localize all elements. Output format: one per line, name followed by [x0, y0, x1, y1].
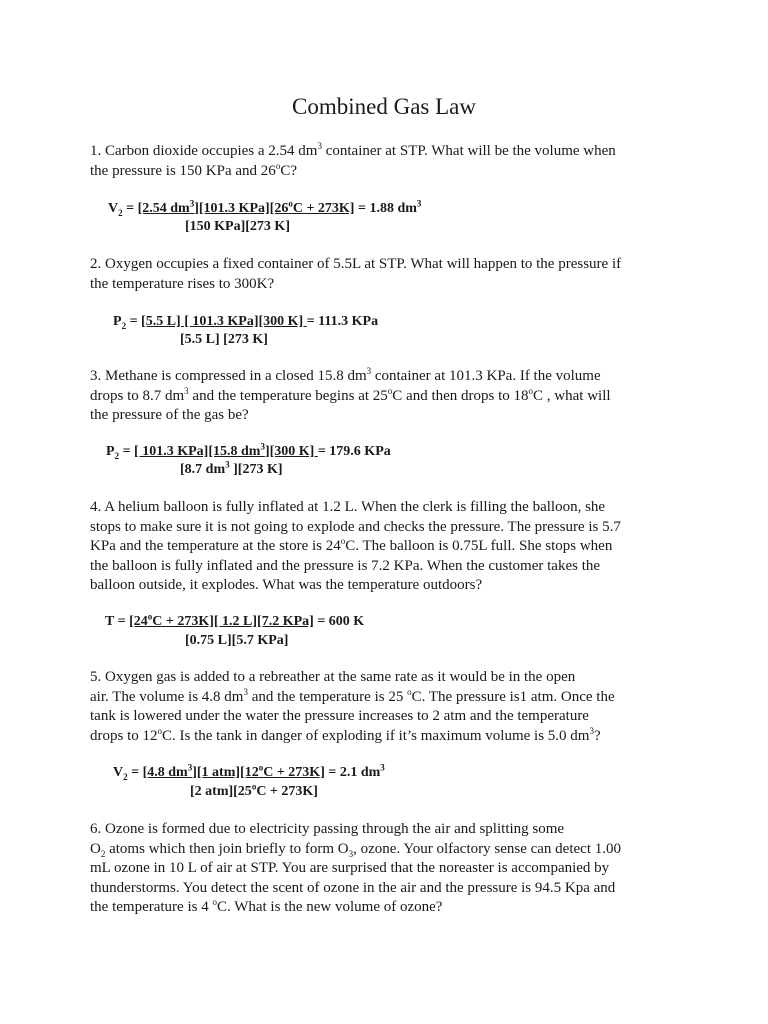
equation-5-numerator: $V_2 = [4.8$ $dm^3][1$ $atm][12^oC + 273K] = 2.1$ $dm^3$ [113, 762, 385, 782]
equation-2-numerator: $P_2 = [5.5$ L] [ 101.3 KPa][300 K] = 111.3 KPa [113, 314, 379, 331]
question-number: 1. [90, 143, 102, 159]
equation-3-denominator: [8.7 $dm^3$ ][273 K] [180, 459, 283, 477]
equation-1-numerator: $V_2 = [2.54$ $dm^3][101.3$ $KPa][26^oC + 273K] = 1.88$ $dm^3$ [108, 198, 422, 218]
equation-4-numerator: $T = [24^oC + 273K]$[ 1.2 L][7.2 KPa] = 600 K [105, 611, 365, 629]
page-title: Combined Gas Law [292, 94, 476, 119]
question-1: 1. Carbon dioxide occupies a 2.54 $dm^3$ container at STP. What will be the volume when the pressure is 150 KPa and 26$^o$C? [90, 141, 616, 179]
question-3: 3. Methane is compressed in a closed 15.8 $dm^3$ container at 101.3 KPa. If the volume drops to 8.7 $dm^3$ and the temperature begins at 25$^o$C and then drops to 18$^o$C , what will the pressure of the gas be? [90, 366, 611, 423]
question-6: 6. Ozone is formed due to electricity passing through the air and splitting some $O_2$ atoms which then join briefly to form $O_3$, ozone. Your olfactory sense can detect 1.00 mL ozone in 10 L of air at STP. You are surprised that the noreaster is accompanied by thunderstorms. You detect the scent of ozone in the air and the pressure is 94.5 Kpa and the temperature is 4 $^o$C. What is the new volume of ozone? [90, 821, 621, 915]
equation-4-denominator: [0.75 L][5.7 KPa] [185, 633, 289, 648]
question-number: 3. [90, 368, 102, 384]
question-4: 4. A helium balloon is fully inflated at 1.2 L. When the clerk is filling the balloon, she stops to make sure it is not going to explode and checks the pressure. The pressure is 5.7 KPa and the temperature at the store is 24$^o$C. The balloon is 0.75L full. She stops when the balloon is fully inflated and the pressure is 7.2 KPa. When the customer takes the balloon outside, it explodes. What was the temperature outdoors? [90, 499, 621, 593]
question-2: 2. Oxygen occupies a fixed container of 5.5L at STP. What will happen to the pressure if the temperature rises to 300K? [90, 256, 622, 292]
question-number: 6. [90, 821, 102, 837]
equation-1-denominator: [150 KPa][273 K] [185, 219, 290, 234]
question-number: 4. [90, 499, 102, 515]
question-5: 5. Oxygen gas is added to a rebreather at the same rate as it would be in the open air. The volume is 4.8 $dm^3$ and the temperature is 25 $^o$C. The pressure is1 atm. Once the tank is lowered under the water the pressure increases to 2 atm and the temperature drops to 12$^o$C. Is the tank in danger of exploding if it’s maximum volume is 5.0 $dm^3$? [90, 669, 615, 744]
question-number: 2. [90, 256, 102, 272]
equation-5-denominator: [2 $atm][25^oC + 273K]$ [190, 781, 318, 799]
equation-2-denominator: [5.5 L] [273 K] [180, 332, 268, 347]
equation-3-numerator: $P_2$ = [ 101.3 KPa][15.8 $dm^3][300$ K] = 179.6 KPa [106, 441, 391, 461]
question-number: 5. [90, 669, 102, 685]
